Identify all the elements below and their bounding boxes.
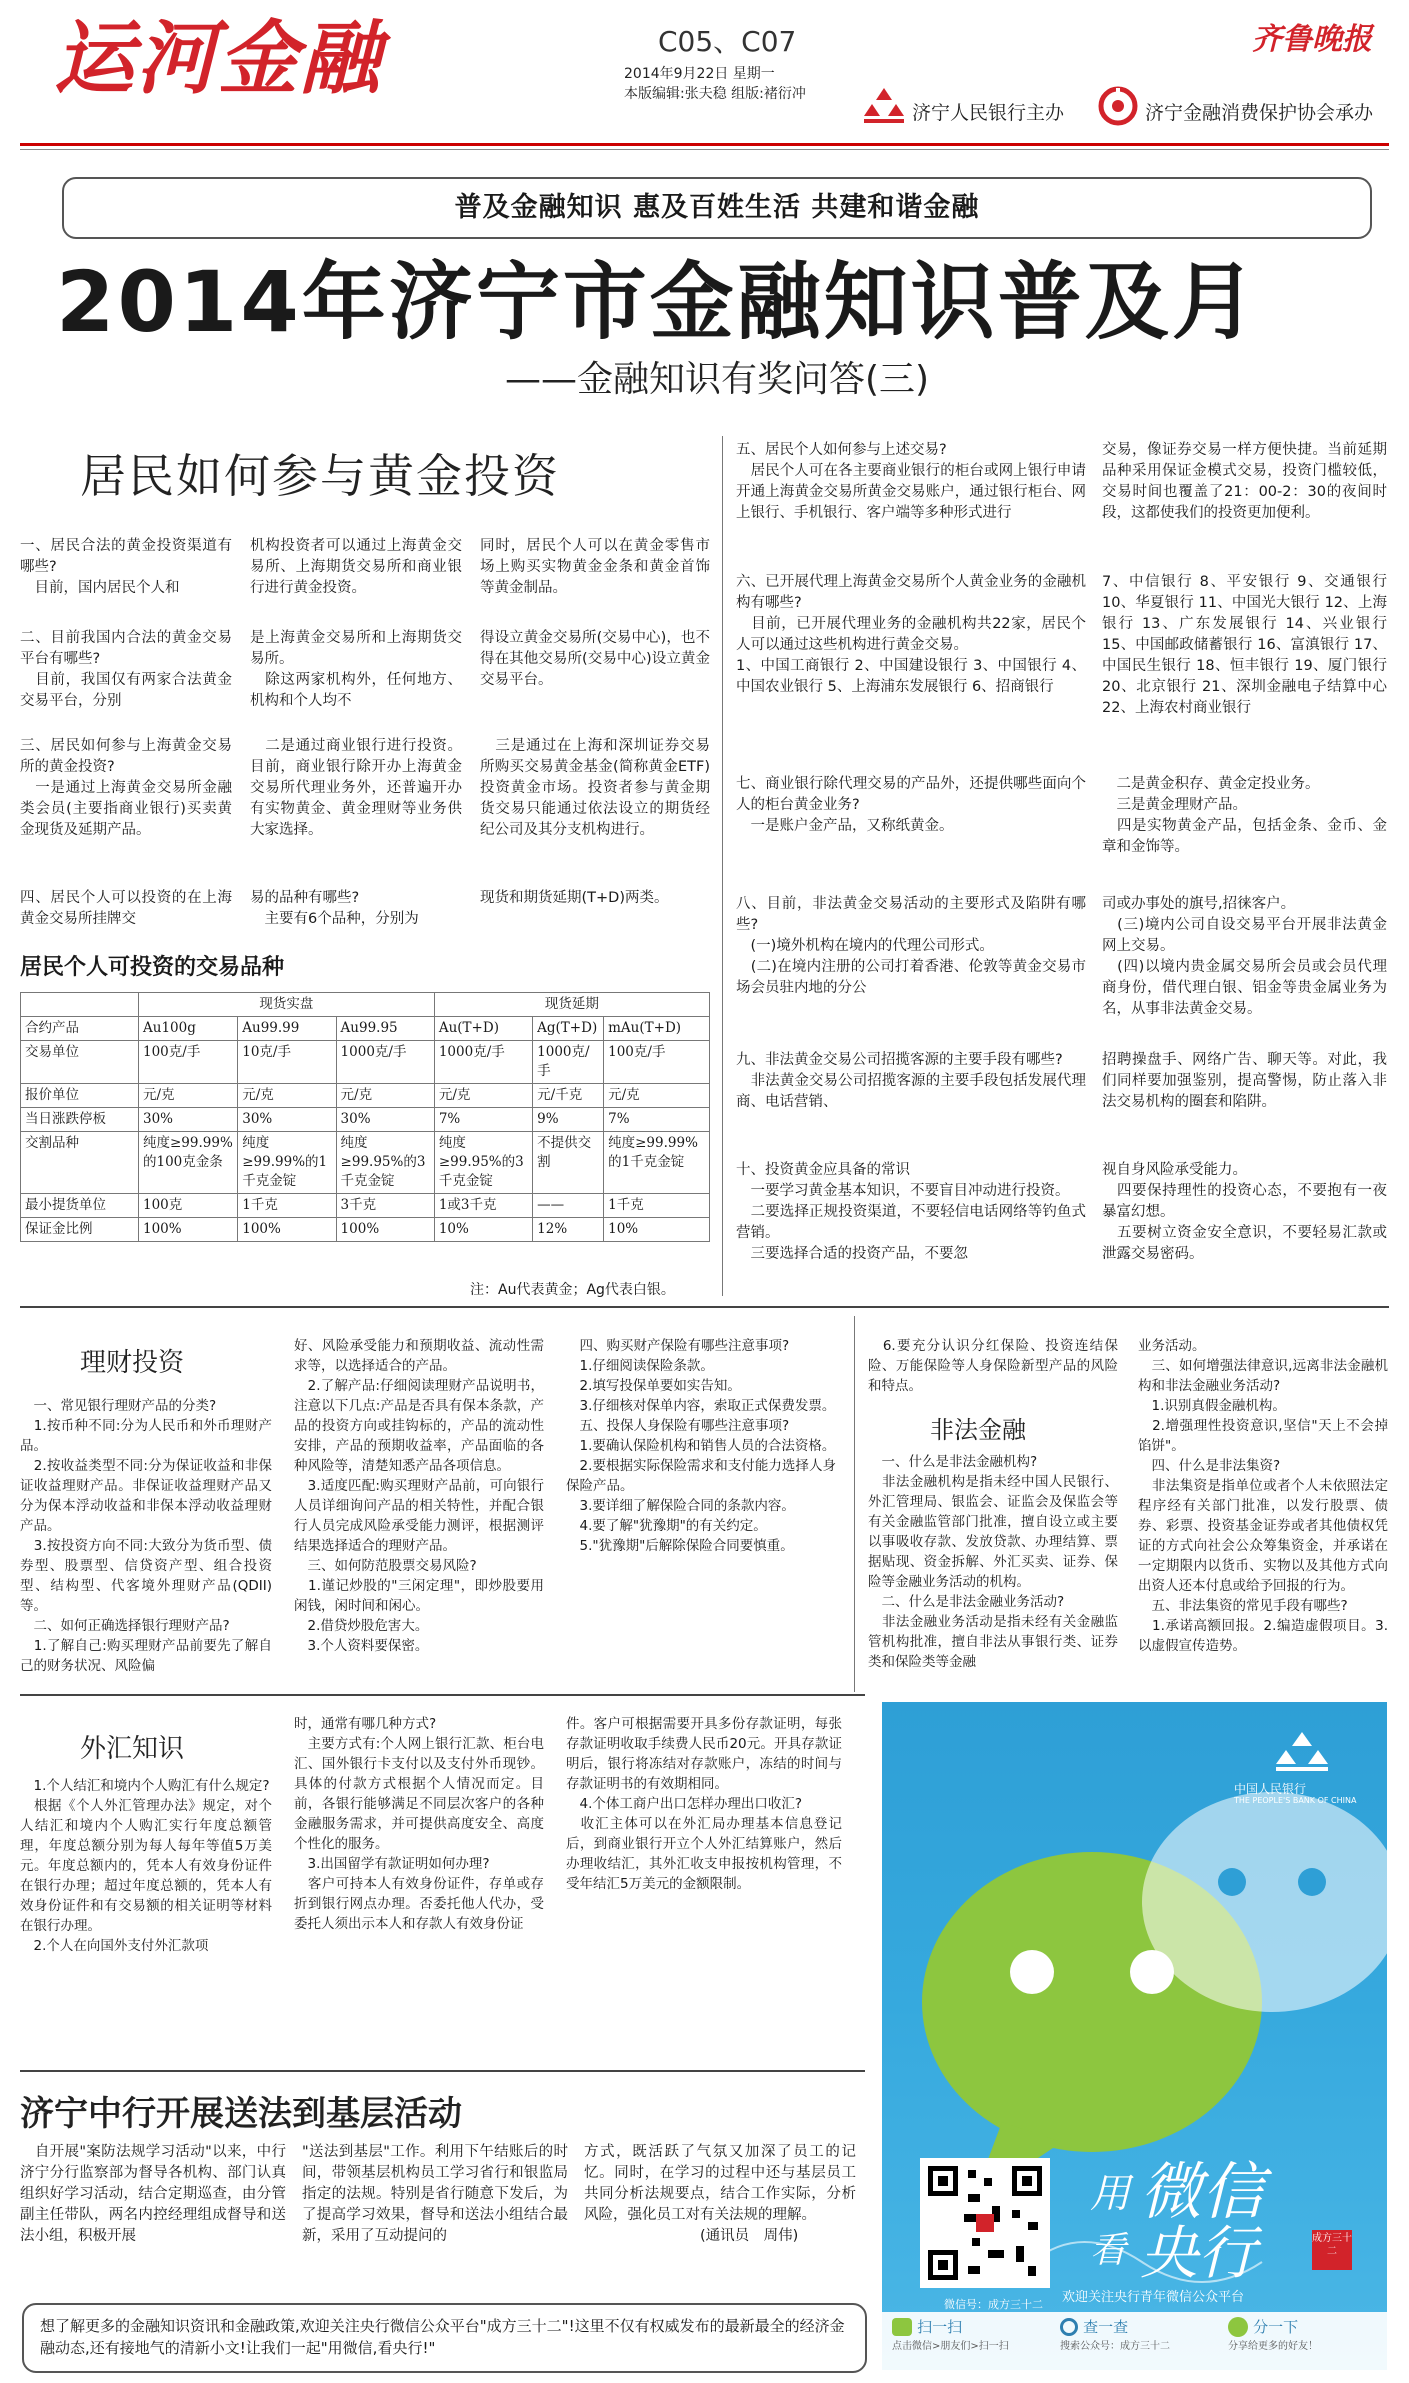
slogan-use: 用 bbox=[1090, 2171, 1130, 2217]
column-title: 运河金融 bbox=[54, 12, 382, 105]
finance-heading: 理财投资 bbox=[80, 1348, 185, 1378]
table-cell: 10% bbox=[604, 1218, 710, 1242]
forex-col3: 件。客户可根据需要开具多份存款证明，每张存款证明收取手续费人民币20元。开具存款证明后，银行将冻结对存款账户，冻结的时间与存款证明书的有效期相同。 4.个体工商户出口怎样办理出口收汇? 收汇主体可以在外汇局办理基本信息登记后，到商业银行开立个人外汇结算账户，然后办理收结汇，其外汇收支申报按机构管理，不受年结汇5万美元的金额限制。 bbox=[566, 1716, 842, 1892]
table-cell: 3千克 bbox=[336, 1194, 434, 1218]
illegal-heading: 非法金融 bbox=[930, 1416, 1026, 1444]
step-sub: 点击微信>朋友们>扫一扫 bbox=[892, 2341, 1009, 2352]
table-cell: 30% bbox=[139, 1108, 238, 1132]
gold-q10-b: 视自身风险承受能力。 四要保持理性的投资心态，不要抱有一夜暴富幻想。 五要树立资金安全意识，不要轻易汇款或泄露交易密码。 bbox=[1102, 1162, 1387, 1262]
qr-code-icon bbox=[928, 2166, 1042, 2280]
table-row bbox=[21, 1084, 710, 1108]
invite-text: 欢迎关注央行青年微信公众平台 bbox=[1062, 2290, 1245, 2305]
steps-bar bbox=[882, 2312, 1387, 2370]
slogan-pbc: 央行 bbox=[1140, 2219, 1257, 2287]
forex-heading: 外汇知识 bbox=[80, 1734, 185, 1764]
table-row bbox=[21, 1218, 710, 1242]
sponsor-text: 济宁人民银行主办 bbox=[912, 102, 1065, 124]
gold-q1-col1: 一、居民合法的黄金投资渠道有哪些? 目前，国内居民个人和 bbox=[20, 538, 232, 596]
table-cell: 纯度≥99.99%的1千克金锭 bbox=[604, 1132, 710, 1194]
table-cell: 1000克/手 bbox=[336, 1041, 434, 1084]
table-row bbox=[21, 1194, 710, 1218]
gold-q8-b: 司或办事处的旗号,招徕客户。 (三)境内公司自设交易平台开展非法黄金网上交易。 (四)以境内贵金属交易所会员或会员代理商身份，借代理白银、铝金等贵金属业务为名，从事非法黄金交易。 bbox=[1102, 896, 1387, 1017]
illegal-col2: 业务活动。 三、如何增强法律意识,远离非法金融机构和非法金融业务活动? 1.识别真假金融机构。 2.增强理性投资意识,坚信"天上不会掉馅饼"。 四、什么是非法集资? 非法集资是指单位或者个人未依照法定程序经有关部门批准，以发行股票、债券、彩票、投资基金证券或者其他债权凭证的方式向社会公众筹集资金，并承诺在一定期限内以货币、实物以及其他方式向出资人还本付息或给予回报的行为。 五、非法集资的常见手段有哪些? 1.承诺高额回报。2.编造虚假项目。3.以虚假宣传造势。 bbox=[1138, 1338, 1388, 1654]
table-cell: 不提供交割 bbox=[533, 1132, 604, 1194]
table-cell: 10克/手 bbox=[238, 1041, 336, 1084]
masthead-rule-thin bbox=[20, 149, 1389, 150]
table-cell: 12% bbox=[533, 1218, 604, 1242]
table-group-spot: 现货实盘 bbox=[139, 993, 435, 1017]
forex-col2: 时，通常有哪几种方式? 主要方式有:个人网上银行汇款、柜台电汇、国外银行卡支付以及支付外币现钞。具体的付款方式根据个人情况而定。目前，各银行能够满足不同层次客户的各种金融服务需求，并可提供高度安全、高度个性化的服务。 3.出国留学有款证明如何办理? 客户可持本人有效身份证件，存单或存折到银行网点办理。否委托他人代办，受委托人须出示本人和存款人有效身份证 bbox=[294, 1716, 544, 1932]
gold-q4-col3: 现货和期货延期(T+D)两类。 bbox=[480, 890, 669, 906]
seal-stamp: 成方三十二 bbox=[1312, 2230, 1352, 2270]
page-subtitle: ——金融知识有奖问答(三) bbox=[505, 359, 930, 400]
table-row-header: 报价单位 bbox=[21, 1084, 139, 1108]
illegal-col1: 一、什么是非法金融机构? 非法金融机构是指未经中国人民银行、外汇管理局、银监会、证监会及保监会等有关金融监管部门批准，擅自设立或主要以事吸收存款、发放贷款、办理结算、票据贴现、资金拆解、外汇买卖、证券、保险等金融业务活动的机构。 二、什么是非法金融业务活动? 非法金融业务活动是指未经有关金融监管机构批准，擅自非法从事银行类、证券类和保险类等金融 bbox=[868, 1454, 1118, 1670]
gold-q9-b: 招聘操盘手、网络广告、聊天等。对此，我们同样要加强鉴别，提高警惕，防止落入非法交易机构的圈套和陷阱。 bbox=[1102, 1052, 1387, 1110]
gold-q7-a: 七、商业银行除代理交易的产品外，还提供哪些面向个人的柜台黄金业务? 一是账户金产品，又称纸黄金。 bbox=[736, 776, 1086, 834]
gold-q9-a: 九、非法黄金交易公司招揽客源的主要手段有哪些? 非法黄金交易公司招揽客源的主要手段包括发展代理商、电话营销、 bbox=[736, 1052, 1086, 1110]
pbc-logo-icon bbox=[1272, 1730, 1332, 1774]
table-cell: 元/克 bbox=[434, 1084, 532, 1108]
table-cell: Au99.99 bbox=[238, 1017, 336, 1041]
gold-q3-col1: 三、居民如何参与上海黄金交易所的黄金投资? 一是通过上海黄金交易所金融类会员(主要指商业银行)买卖黄金现货及延期产品。 bbox=[20, 738, 232, 838]
search-icon bbox=[1060, 2318, 1078, 2336]
table-cell: 纯度≥99.99%的1千克金锭 bbox=[238, 1132, 336, 1194]
table-row bbox=[21, 1108, 710, 1132]
bank-name: 中国人民银行 bbox=[1234, 1782, 1307, 1796]
forex-col1: 1.个人结汇和境内个人购汇有什么规定? 根据《个人外汇管理办法》规定，对个人结汇和境内个人购汇实行年度总额管理，年度总额分别为每人每年等值5万美元。年度总额内的，凭本人有效身份证件在银行办理；超过年度总额的，凭本人有效身份证件和有交易额的相关证明等材料在银行办理。 2.个人在向国外支付外汇款项 bbox=[20, 1778, 272, 1954]
law-heading: 济宁中行开展送法到基层活动 bbox=[20, 2094, 462, 2134]
table-cell: 10% bbox=[434, 1218, 532, 1242]
gold-q3-col3: 三是通过在上海和深圳证券交易所购买交易黄金基金(简称黄金ETF)投资黄金市场。投资者参与黄金期货交易只能通过依法设立的期货经纪公司及其分支机构进行。 bbox=[480, 738, 710, 838]
table-cell: 1000克/手 bbox=[533, 1041, 604, 1084]
gold-q1-col3: 同时，居民个人可以在黄金零售市场上购买实物黄金金条和黄金首饰等黄金制品。 bbox=[480, 538, 710, 596]
table-cell: Au100g bbox=[139, 1017, 238, 1041]
gold-q4-col1: 四、居民个人可以投资的在上海黄金交易所挂牌交 bbox=[20, 890, 232, 927]
section-divider bbox=[20, 1694, 865, 1696]
table-cell: 1千克 bbox=[238, 1194, 336, 1218]
table-cell: 30% bbox=[238, 1108, 336, 1132]
column-divider bbox=[854, 1316, 855, 1692]
step-label: 查一查 bbox=[1083, 2318, 1129, 2336]
gold-q10-a: 十、投资黄金应具备的常识 一要学习黄金基本知识，不要盲目冲动进行投资。 二要选择正规投资渠道，不要轻信电话网络等钓鱼式营销。 三要选择合适的投资产品，不要忽 bbox=[736, 1162, 1086, 1262]
table-row bbox=[21, 1041, 710, 1084]
finance-col4: 6.要充分认识分红保险、投资连结保险、万能保险等人身保险新型产品的风险和特点。 bbox=[868, 1338, 1118, 1394]
issue-date: 2014年9月22日 星期一 本版编辑:张夫稳 组版:褚衍冲 bbox=[624, 66, 806, 102]
gold-q5-a: 五、居民个人如何参与上述交易? 居民个人可在各主要商业银行的柜台或网上银行申请开通上海黄金交易所黄金交易账户，通过银行柜台、网上银行、手机银行、客户端等多种形式进行 bbox=[736, 442, 1086, 521]
table-cell: 1或3千克 bbox=[434, 1194, 532, 1218]
table-row-header: 交易单位 bbox=[21, 1041, 139, 1084]
table-row-header: 交割品种 bbox=[21, 1132, 139, 1194]
table-title: 居民个人可投资的交易品种 bbox=[20, 955, 285, 980]
table-cell: 1000克/手 bbox=[434, 1041, 532, 1084]
finance-col3: 四、购买财产保险有哪些注意事项? 1.仔细阅读保险条款。 2.填写投保单要如实告知。 3.仔细核对保单内容，索取正式保费发票。 五、投保人身保险有哪些注意事项? 1.要确认保险机构和销售人员的合法资格。 2.要根据实际保险需求和支付能力选择人身保险产品。 3.要详细了解保险合同的条款内容。 4.要了解"犹豫期"的有关约定。 5."犹豫期"后解除保险合同要慎重。 bbox=[566, 1338, 836, 1554]
consumer-protection-logo-icon bbox=[1098, 86, 1138, 126]
gold-q1-col2: 机构投资者可以通过上海黄金交易所、上海期货交易所和商业银行进行黄金投资。 bbox=[250, 538, 462, 596]
page-title: 2014年济宁市金融知识普及月 bbox=[56, 253, 1259, 351]
finance-col2: 好、风险承受能力和预期收益、流动性需求等，以选择适合的产品。 2.了解产品:仔细阅读理财产品说明书，注意以下几点:产品是否具有保本条款，产品的投资方向或挂钩标的，产品的流动性安排，产品的预期收益率，产品面临的各种风险等，清楚知悉产品各项信息。 3.适度匹配:购买理财产品前，可向银行人员详细询问产品的相关特性，并配合银行人员完成风险承受能力测评，根据测评结果选择适合的理财产品。 三、如何防范股票交易风险? 1.谨记炒股的"三闲定理"，即炒股要用闲钱，闲时间和闲心。 2.借贷炒股危害大。 3.个人资料要保密。 bbox=[294, 1338, 544, 1654]
wechat-qr-code[interactable] bbox=[920, 2158, 1050, 2288]
table-cell: 纯度≥99.99%的100克金条 bbox=[139, 1132, 238, 1194]
step-label: 扫一扫 bbox=[917, 2318, 963, 2336]
table-row-header: 保证金比例 bbox=[21, 1218, 139, 1242]
table-cell: 元/克 bbox=[604, 1084, 710, 1108]
table-cell: 7% bbox=[434, 1108, 532, 1132]
gold-q6-b: 7、中信银行 8、平安银行 9、交通银行 10、华夏银行 11、中国光大银行 12、上海银行 13、广东发展银行 14、兴业银行 15、中国邮政储蓄银行 16、富滇银行 17、中国民生银行 18、恒丰银行 19、厦门银行 20、北京银行 21、深圳金融电子结算中心 22、上海农村商业银行 bbox=[1102, 574, 1387, 716]
share-icon bbox=[1228, 2317, 1248, 2337]
step-sub: 搜索公众号：成方三十二 bbox=[1060, 2341, 1170, 2352]
section-divider bbox=[20, 2070, 865, 2072]
gold-q8-a: 八、目前，非法黄金交易活动的主要形式及陷阱有哪些? (一)境外机构在境内的代理公司形式。 (二)在境内注册的公司打着香港、伦敦等黄金交易市场会员驻内地的分公 bbox=[736, 896, 1086, 996]
law-col3: 方式，既活跃了气氛又加深了员工的记忆。同时，在学习的过程中还与基层员工共同分析法规要点，结合工作实际，分析风险，强化员工对有关法规的理解。 (通讯员 周伟) bbox=[584, 2144, 856, 2244]
step-label: 分一下 bbox=[1253, 2318, 1299, 2336]
table-row bbox=[21, 1017, 710, 1041]
newspaper-name: 齐鲁晚报 bbox=[1252, 22, 1372, 57]
table-row-header: 合约产品 bbox=[21, 1017, 139, 1041]
table-cell: Au(T+D) bbox=[434, 1017, 532, 1041]
bank-name-en: THE PEOPLE'S BANK OF CHINA bbox=[1234, 1796, 1357, 1805]
wechat-ad-panel bbox=[882, 1702, 1387, 2370]
gold-q5-b: 交易，像证券交易一样方便快捷。当前延期品种采用保证金模式交易，投资门槛较低，交易时间也覆盖了21：00-2：30的夜间时段，这都使我们的投资更加便利。 bbox=[1102, 442, 1387, 521]
step-scan[interactable] bbox=[892, 2316, 1052, 2352]
gold-q7-b: 二是黄金积存、黄金定投业务。 三是黄金理财产品。 四是实物黄金产品，包括金条、金币、金章和金饰等。 bbox=[1102, 776, 1387, 855]
table-cell: 纯度≥99.95%的3千克金锭 bbox=[336, 1132, 434, 1194]
table-group-row bbox=[21, 993, 710, 1017]
table-cell: 100% bbox=[238, 1218, 336, 1242]
table-cell: 100克 bbox=[139, 1194, 238, 1218]
masthead bbox=[0, 0, 1409, 150]
qr-caption: 微信号：成方三十二 bbox=[944, 2298, 1043, 2311]
table-cell: 30% bbox=[336, 1108, 434, 1132]
scan-icon bbox=[892, 2318, 912, 2336]
table-group-deferred: 现货延期 bbox=[434, 993, 709, 1017]
slogan-banner: 普及金融知识 惠及百姓生活 共建和谐金融 bbox=[62, 177, 1372, 239]
table-cell: 元/克 bbox=[336, 1084, 434, 1108]
gold-q6-a: 六、已开展代理上海黄金交易所个人黄金业务的金融机构有哪些? 目前，已开展代理业务的金融机构共22家，居民个人可以通过这些机构进行黄金交易。 1、中国工商银行 2、中国建设银行 3、中国银行 4、中国农业银行 5、上海浦东发展银行 6、招商银行 bbox=[736, 574, 1086, 695]
gold-q4-col2: 易的品种有哪些? 主要有6个品种，分别为 bbox=[250, 890, 419, 927]
organizer-text: 济宁金融消费保护协会承办 bbox=[1145, 102, 1374, 124]
step-sub: 分享给更多的好友！ bbox=[1228, 2341, 1318, 2352]
gold-q2-col2: 是上海黄金交易所和上海期货交易所。 除这两家机构外，任何地方、机构和个人均不 bbox=[250, 630, 462, 709]
finance-col1: 一、常见银行理财产品的分类? 1.按币种不同:分为人民币和外币理财产品。 2.按收益类型不同:分为保证收益和非保证收益理财产品。非保证收益理财产品又分为保本浮动收益和非保本浮动收益理财产品。 3.按投资方向不同:大致分为货币型、债券型、股票型、信贷资产型、组合投资型、结构型、代客境外理财产品(QDII)等。 二、如何正确选择银行理财产品? 1.了解自己:购买理财产品前要先了解自己的财务状况、风险偏 bbox=[20, 1398, 272, 1674]
table-cell: 1千克 bbox=[604, 1194, 710, 1218]
gold-q2-col1: 二、目前我国内合法的黄金交易平台有哪些? 目前，我国仅有两家合法黄金交易平台，分别 bbox=[20, 630, 232, 709]
table-note: 注：Au代表黄金；Ag代表白银。 bbox=[470, 1282, 675, 1298]
page-numbers: C05、C07 bbox=[658, 25, 797, 58]
slogan-look: 看 bbox=[1090, 2230, 1127, 2271]
section-divider bbox=[20, 1306, 1389, 1308]
table-cell: 7% bbox=[604, 1108, 710, 1132]
table-cell: 纯度≥99.95%的3千克金锭 bbox=[434, 1132, 532, 1194]
step-search[interactable] bbox=[1060, 2316, 1220, 2352]
table-row-header: 最小提货单位 bbox=[21, 1194, 139, 1218]
table-cell: —— bbox=[533, 1194, 604, 1218]
gold-q2-col3: 得设立黄金交易所(交易中心)，也不得在其他交易所(交易中心)设立黄金交易平台。 bbox=[480, 630, 710, 688]
table-cell: 元/克 bbox=[139, 1084, 238, 1108]
table-cell: 100% bbox=[139, 1218, 238, 1242]
step-share[interactable] bbox=[1228, 2316, 1383, 2352]
table-cell: 100克/手 bbox=[139, 1041, 238, 1084]
law-col1: 自开展"案防法规学习活动"以来，中行济宁分行监察部为督导各机构、部门认真组织好学习活动，结合定期巡查，由分管副主任带队，两名内控经理组成督导和送法小组，积极开展 bbox=[20, 2144, 286, 2244]
table-row bbox=[21, 1132, 710, 1194]
gold-q3-col2: 二是通过商业银行进行投资。目前，商业银行除开办上海黄金交易所代理业务外，还普遍开办有实物黄金、黄金理财等业务供大家选择。 bbox=[250, 738, 462, 838]
masthead-rule bbox=[20, 143, 1389, 146]
table-cell: mAu(T+D) bbox=[604, 1017, 710, 1041]
pbc-logo-icon bbox=[862, 86, 906, 126]
table-row-header: 当日涨跌停板 bbox=[21, 1108, 139, 1132]
editors-line: 本版编辑:张夫稳 组版:褚衍冲 bbox=[624, 86, 806, 102]
column-divider bbox=[722, 436, 723, 1296]
slogan-wechat: 微信 bbox=[1140, 2155, 1265, 2228]
table-cell: 100% bbox=[336, 1218, 434, 1242]
table-cell: 100克/手 bbox=[604, 1041, 710, 1084]
gold-products-table bbox=[20, 992, 710, 1242]
law-col2: "送法到基层"工作。利用下午结账后的时间，带领基层机构员工学习省行和银监局指定的法规。特别是省行随意下发后，为了提高学习效果，督导和送法小组结合最新，采用了互动提问的 bbox=[302, 2144, 568, 2244]
table-cell: 元/克 bbox=[238, 1084, 336, 1108]
table-cell: Au99.95 bbox=[336, 1017, 434, 1041]
gold-heading: 居民如何参与黄金投资 bbox=[80, 449, 560, 503]
table-cell: 元/千克 bbox=[533, 1084, 604, 1108]
table-cell: Ag(T+D) bbox=[533, 1017, 604, 1041]
table-cell: 9% bbox=[533, 1108, 604, 1132]
footer-promo: 想了解更多的金融知识资讯和金融政策,欢迎关注央行微信公众平台"成方三十二"!这里不仅有权威发布的最新最全的经济金融动态,还有接地气的清新小文!让我们一起"用微信,看央行!" bbox=[22, 2303, 867, 2373]
